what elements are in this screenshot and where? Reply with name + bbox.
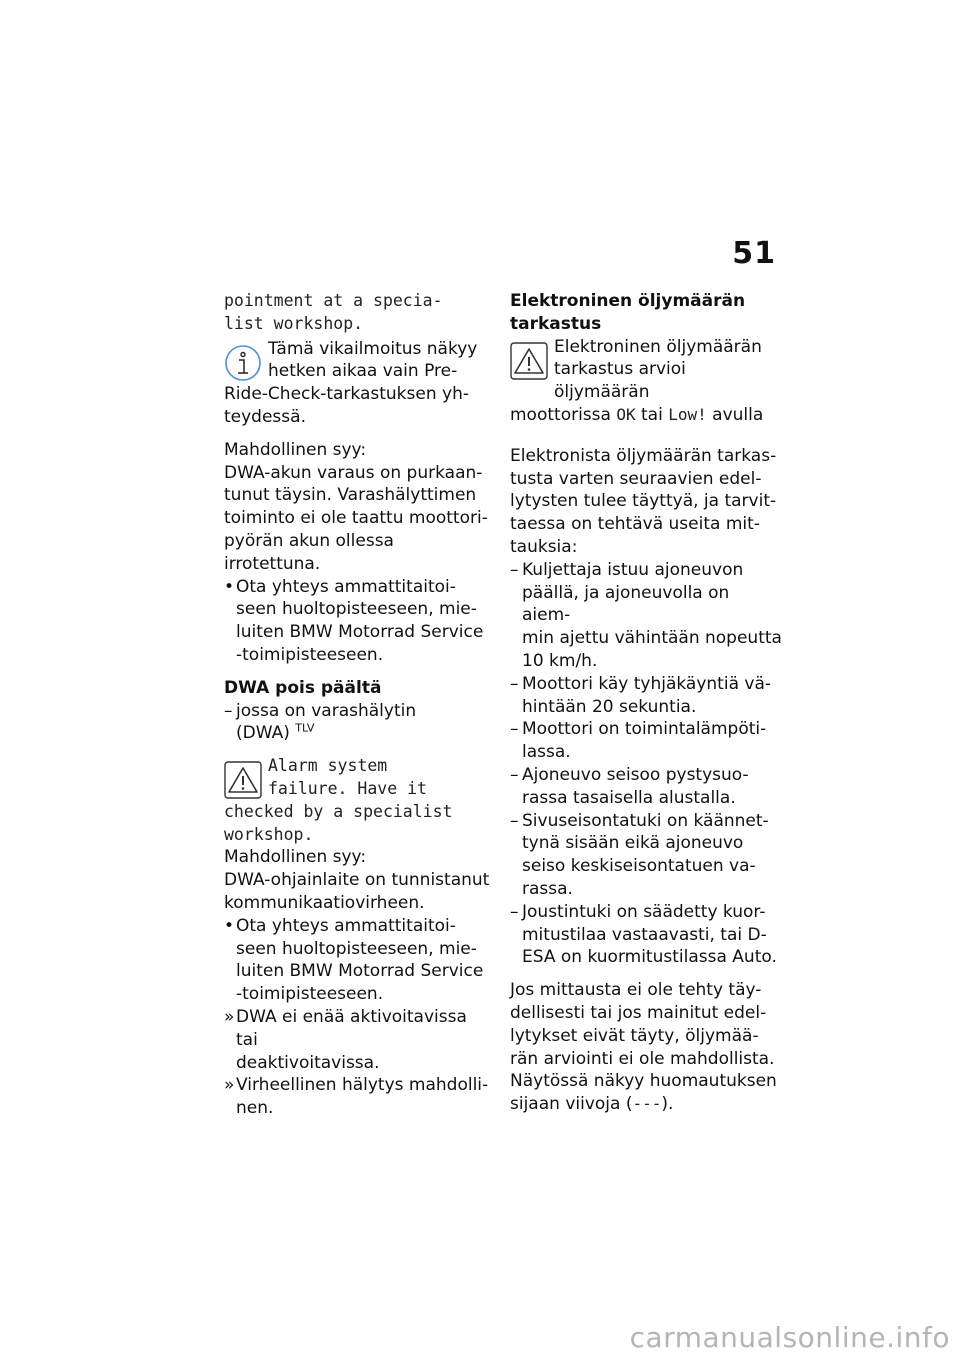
intro-text: pointment at a specia- list workshop.: [224, 291, 443, 333]
condition-item: – Moottori käy tyhjäkäyntiä vä- hintään 20 sekuntia.: [510, 673, 772, 717]
left-column: [224, 290, 490, 1120]
result-item: » DWA ei enää aktivoitavissa tai deaktivoitavissa.: [224, 1006, 467, 1073]
dash-mark: –: [510, 673, 519, 694]
bullet-item: • Ota yhteys ammattitaitoi- seen huoltopisteeseen, mie- luiten BMW Motorrad Service -toimipisteeseen.: [224, 915, 484, 1005]
ok-indicator: OK: [616, 404, 636, 424]
warning-triangle-icon: [510, 342, 548, 380]
warning-triangle-icon: [224, 761, 262, 799]
result-arrow: »: [224, 1006, 235, 1027]
cause-text: DWA-ohjainlaite on tunnistanut kommunikaatiovirheen.: [224, 870, 490, 913]
condition-item: – Joustintuki on säädetty kuor- mitustilaa vastaavasti, tai D- ESA on kuormitustilassa Auto.: [510, 901, 777, 968]
cause-label: Mahdollinen syy:: [224, 847, 367, 868]
bullet-dot: •: [224, 915, 235, 936]
cause-label: Mahdollinen syy:: [224, 439, 367, 460]
paragraph: Elektronista öljymäärän tarkas- tusta varten seuraavien edel- lytysten tulee täyttyä, ja tarvit- taessa on tehtävä useita mit- tauksia:: [510, 445, 777, 557]
warning-notice: Elektroninen öljymäärän tarkastus arvioi öljymäärän moottorissa OK tai Low! avulla: [510, 336, 764, 425]
right-column: [510, 290, 782, 1116]
dash-mark: –: [510, 901, 519, 922]
paragraph: Jos mittausta ei ole tehty täy- dellisesti tai jos mainitut edel- lytykset eivät täyty, öljymää- rän arviointi ei ole mahdollista. Näytössä näkyy huomautuksen sijaan viivoja (---).: [510, 980, 777, 1115]
warning-notice: Alarm system failure. Have it checked by a specialist workshop.: [224, 756, 453, 844]
dashes-indicator: ---: [632, 1094, 662, 1114]
condition-item: – Moottori on toimintalämpöti- lassa.: [510, 719, 767, 763]
result-item: » Virheellinen hälytys mahdolli- nen.: [224, 1075, 489, 1119]
low-indicator: Low!: [668, 404, 707, 424]
section-heading: DWA pois päältä: [224, 677, 382, 698]
page-number: 51: [732, 236, 776, 271]
dash-mark: –: [510, 719, 519, 740]
result-arrow: »: [224, 1075, 235, 1096]
dash-mark: –: [510, 559, 519, 580]
dash-item: – jossa on varashälytin (DWA) $^{TLV}$: [224, 700, 417, 744]
bullet-item: • Ota yhteys ammattitaitoi- seen huoltopisteeseen, mie- luiten BMW Motorrad Service -toimipisteeseen.: [224, 576, 484, 665]
cause-text: DWA-akun varaus on purkaan- tunut täysin. Varashälyttimen toiminto ei ole taattu moottori- pyörän akun ollessa irrotettuna.: [224, 462, 488, 574]
watermark: carmanualsonline.info: [629, 1321, 950, 1354]
bullet-dot: •: [224, 576, 235, 597]
condition-item: – Ajoneuvo seisoo pystysuo- rassa tasaisella alustalla.: [510, 764, 749, 808]
condition-item: – Kuljettaja istuu ajoneuvon päällä, ja ajoneuvolla on aiem- min ajettu vähintään nopeutta 10 km/h.: [510, 559, 782, 671]
equipment-code: TLV: [295, 721, 315, 735]
dash-mark: –: [224, 700, 233, 721]
info-notice: Tämä vikailmoitus näkyy hetken aikaa vain Pre- Ride-Check-tarkastuksen yh- teydessä.: [224, 338, 478, 427]
dash-mark: –: [510, 810, 519, 831]
info-icon: [224, 344, 262, 382]
section-heading: Elektroninen öljymäärän tarkastus: [510, 291, 746, 334]
dash-mark: –: [510, 764, 519, 785]
condition-item: – Sivuseisontatuki on käännet- tynä sisään eikä ajoneuvo seiso keskiseisontatuen va- rassa.: [510, 810, 769, 899]
